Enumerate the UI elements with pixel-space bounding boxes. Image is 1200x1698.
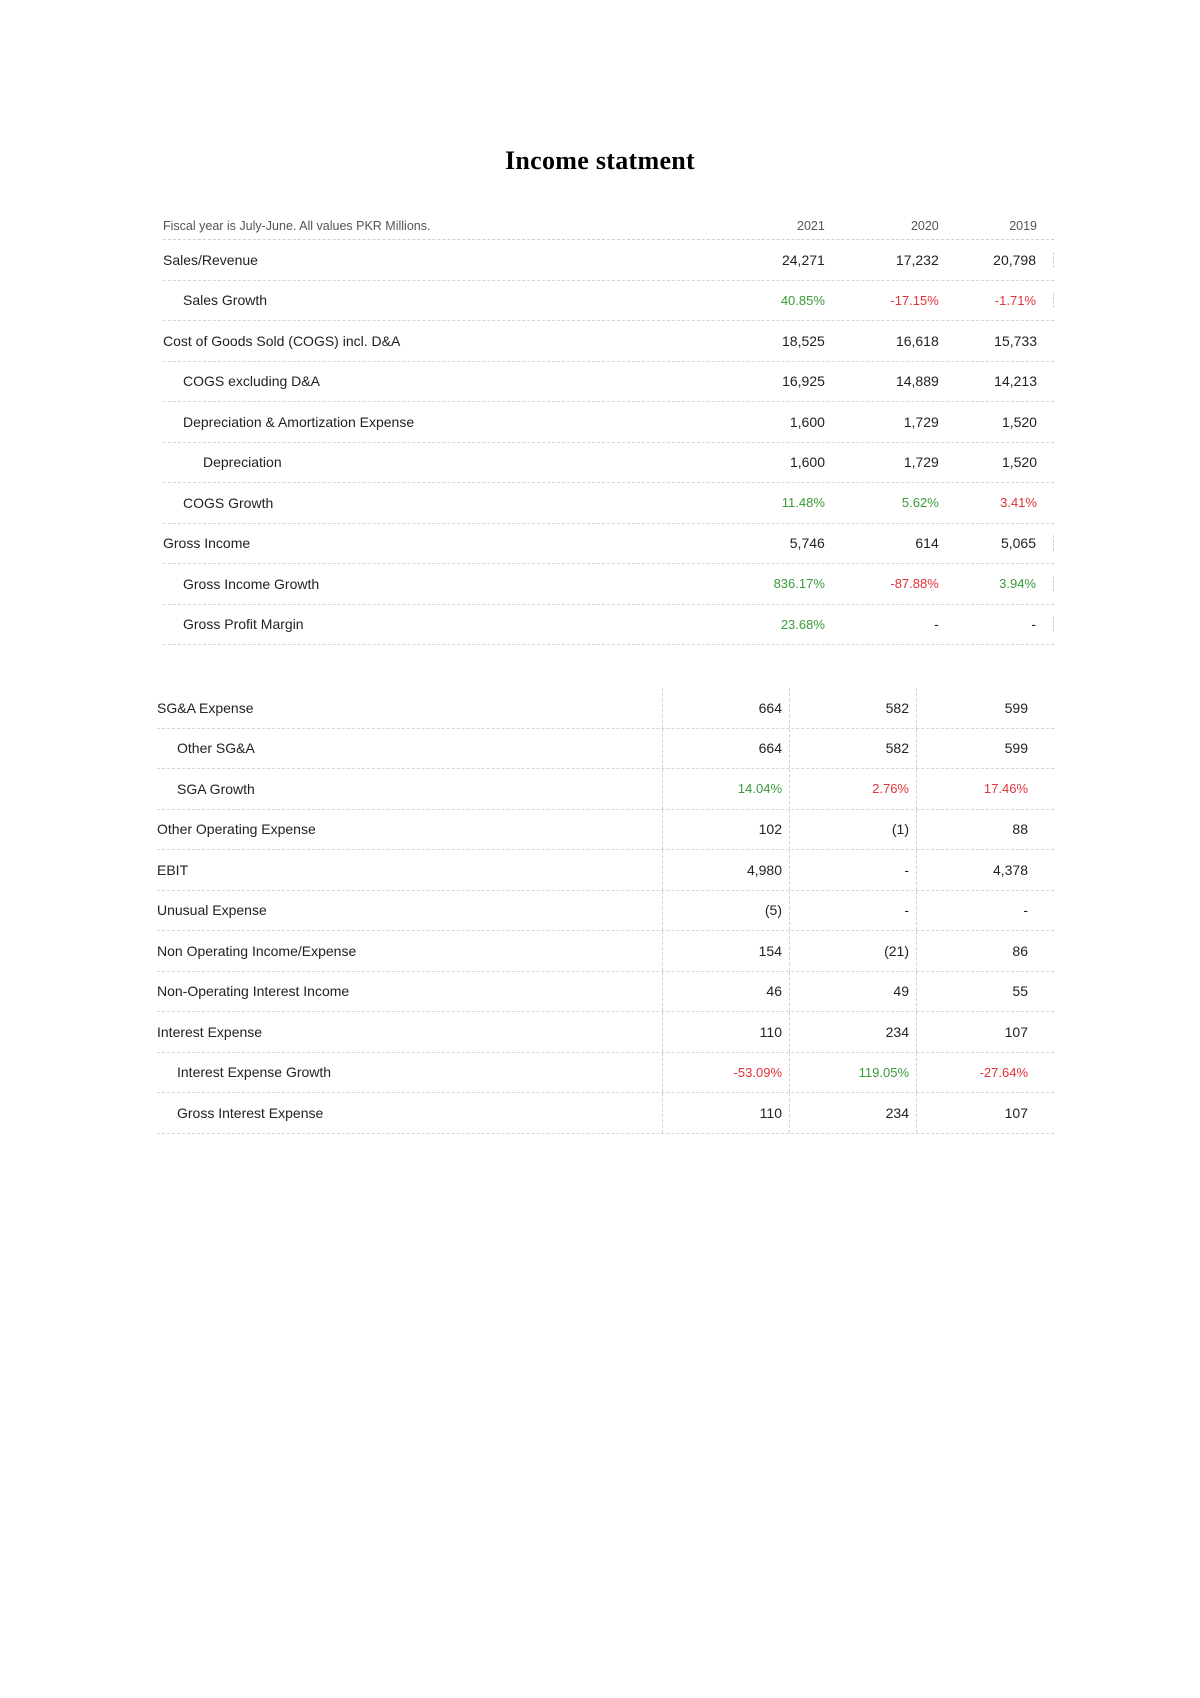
row-value: 1,600 <box>789 413 825 430</box>
row-value: 5,746 <box>789 535 825 552</box>
row-value-text: -27.64% <box>979 1064 1028 1080</box>
row-value-text: - <box>1023 902 1028 919</box>
row-value-text: 46 <box>766 983 782 1000</box>
row-value: 3.94% <box>941 576 1054 591</box>
table-header-row <box>163 212 1054 240</box>
table-row <box>157 931 1054 972</box>
row-value: -87.88% <box>890 576 939 592</box>
row-value <box>789 1093 916 1133</box>
row-value <box>916 1012 1054 1052</box>
row-label: Sales Growth <box>183 292 268 309</box>
row-value-text: 107 <box>1004 1104 1028 1121</box>
row-value <box>916 688 1054 728</box>
row-value <box>662 729 789 769</box>
year-header: 2021 <box>797 218 825 233</box>
row-label: Other SG&A <box>177 740 255 757</box>
row-value-text: 4,980 <box>746 861 782 878</box>
row-label: Cost of Goods Sold (COGS) incl. D&A <box>163 332 401 349</box>
row-value: 11.48% <box>781 495 825 511</box>
year-header: 2019 <box>1009 218 1037 233</box>
row-value-text: 49 <box>893 983 909 1000</box>
table-row <box>163 483 1054 524</box>
row-value: -17.15% <box>890 292 939 308</box>
row-value <box>916 972 1054 1012</box>
table-row <box>157 850 1054 891</box>
row-value: 1,729 <box>903 454 939 471</box>
row-value: 3.41% <box>1000 495 1037 511</box>
row-value <box>662 1093 789 1133</box>
row-value <box>789 1053 916 1093</box>
row-value-text: 102 <box>758 821 782 838</box>
row-value-text: 88 <box>1012 821 1028 838</box>
row-value: 1,600 <box>789 454 826 471</box>
row-label: Non-Operating Interest Income <box>157 983 350 1000</box>
row-value-text: (1) <box>891 821 909 838</box>
table-row <box>157 972 1054 1013</box>
income-table-top <box>163 212 1054 645</box>
row-value <box>916 729 1054 769</box>
year-header: 2020 <box>910 218 939 233</box>
table-row <box>157 769 1054 810</box>
table-row <box>157 891 1054 932</box>
row-value: 17,232 <box>895 251 939 268</box>
row-value <box>662 688 789 728</box>
row-value-text: (21) <box>884 942 909 959</box>
row-label: Other Operating Expense <box>157 821 316 838</box>
row-value <box>916 891 1054 931</box>
table-row <box>163 240 1054 281</box>
table-row <box>163 605 1054 646</box>
row-label: SG&A Expense <box>157 699 254 716</box>
table-row <box>163 524 1054 565</box>
row-value-text: 599 <box>1004 699 1028 716</box>
row-value <box>662 769 789 809</box>
row-label: SGA Growth <box>177 780 255 797</box>
row-value: 24,271 <box>781 251 825 268</box>
row-value <box>789 810 916 850</box>
row-value: 5,065 <box>941 535 1054 551</box>
table-row <box>163 443 1054 484</box>
row-value-text: 107 <box>1004 1023 1028 1040</box>
row-value: 23.68% <box>780 616 825 632</box>
row-value-text: - <box>904 902 909 919</box>
row-value <box>662 931 789 971</box>
row-value <box>789 1012 916 1052</box>
row-value-text: 664 <box>758 740 782 757</box>
row-value: 5.62% <box>901 495 939 511</box>
table-row <box>157 1093 1054 1134</box>
row-value-text: 664 <box>758 699 782 716</box>
row-label: COGS Growth <box>183 494 274 511</box>
row-label: Non Operating Income/Expense <box>157 942 357 959</box>
page-title: Income statment <box>504 146 696 175</box>
row-value: 1,520 <box>1001 413 1037 430</box>
table-row <box>157 810 1054 851</box>
table-row <box>163 362 1054 403</box>
table-row <box>157 1053 1054 1094</box>
row-label: Sales/Revenue <box>163 251 258 268</box>
row-value <box>789 931 916 971</box>
row-value-text: 582 <box>885 740 909 757</box>
row-value: 14,213 <box>994 373 1037 390</box>
row-label: EBIT <box>157 861 189 878</box>
row-value: 1,729 <box>903 413 939 430</box>
row-value: -1.71% <box>941 293 1054 308</box>
row-value-text: 14.04% <box>737 781 782 797</box>
row-value <box>789 729 916 769</box>
row-value: 836.17% <box>773 576 825 592</box>
row-label: Gross Income <box>163 535 251 552</box>
row-value <box>789 769 916 809</box>
row-value <box>916 931 1054 971</box>
row-value <box>662 891 789 931</box>
row-value-text: 4,378 <box>992 861 1028 878</box>
row-value <box>662 1012 789 1052</box>
row-value: 1,520 <box>1001 454 1037 471</box>
row-label: Depreciation <box>203 454 282 471</box>
row-value-text: 86 <box>1012 942 1028 959</box>
row-value <box>789 972 916 1012</box>
row-value-text: 119.05% <box>858 1064 909 1080</box>
row-label: Gross Income Growth <box>183 575 320 592</box>
row-value-text: 110 <box>759 1104 782 1121</box>
table-row <box>163 281 1054 322</box>
row-value-text: 599 <box>1004 740 1028 757</box>
row-value <box>916 810 1054 850</box>
row-label: Depreciation & Amortization Expense <box>183 413 415 430</box>
row-value-text: 154 <box>758 942 782 959</box>
table-row <box>163 564 1054 605</box>
row-value: 16,925 <box>782 373 825 390</box>
row-value <box>662 1053 789 1093</box>
row-value <box>662 972 789 1012</box>
table-row <box>157 1012 1054 1053</box>
row-value-text: (5) <box>764 902 782 919</box>
fiscal-note: Fiscal year is July-June. All values PKR Millions. <box>163 218 431 233</box>
row-value <box>916 850 1054 890</box>
row-value <box>916 1093 1054 1133</box>
table-row <box>163 321 1054 362</box>
row-value-text: 234 <box>885 1023 909 1040</box>
row-label: Gross Interest Expense <box>177 1104 324 1121</box>
row-value-text: 55 <box>1012 983 1028 1000</box>
table-row <box>157 729 1054 770</box>
row-value <box>789 850 916 890</box>
row-label: Unusual Expense <box>157 902 267 919</box>
row-value <box>916 769 1054 809</box>
row-value: 614 <box>915 535 939 552</box>
row-value: 15,733 <box>994 332 1037 349</box>
row-value-text: -53.09% <box>733 1064 782 1080</box>
row-label: Interest Expense <box>157 1023 263 1040</box>
row-value <box>916 1053 1054 1093</box>
row-value: - <box>934 616 939 633</box>
row-value <box>789 688 916 728</box>
row-value-text: - <box>904 861 909 878</box>
row-value: 20,798 <box>941 252 1054 268</box>
row-value: - <box>941 616 1054 632</box>
row-label: COGS excluding D&A <box>183 373 320 390</box>
row-value: 18,525 <box>782 332 825 349</box>
row-value <box>789 891 916 931</box>
row-label: Gross Profit Margin <box>183 616 304 633</box>
row-value-text: 110 <box>759 1023 782 1040</box>
table-row <box>157 688 1054 729</box>
row-value: 16,618 <box>895 332 939 349</box>
row-label: Interest Expense Growth <box>177 1064 332 1081</box>
row-value-text: 234 <box>885 1104 909 1121</box>
table-row <box>163 402 1054 443</box>
income-table-bottom <box>157 688 1054 1134</box>
row-value: 14,889 <box>895 373 939 390</box>
row-value <box>662 850 789 890</box>
row-value <box>662 810 789 850</box>
row-value-text: 2.76% <box>872 781 909 797</box>
row-value-text: 582 <box>885 699 909 716</box>
row-value-text: 17.46% <box>983 781 1028 797</box>
row-value: 40.85% <box>780 292 825 308</box>
